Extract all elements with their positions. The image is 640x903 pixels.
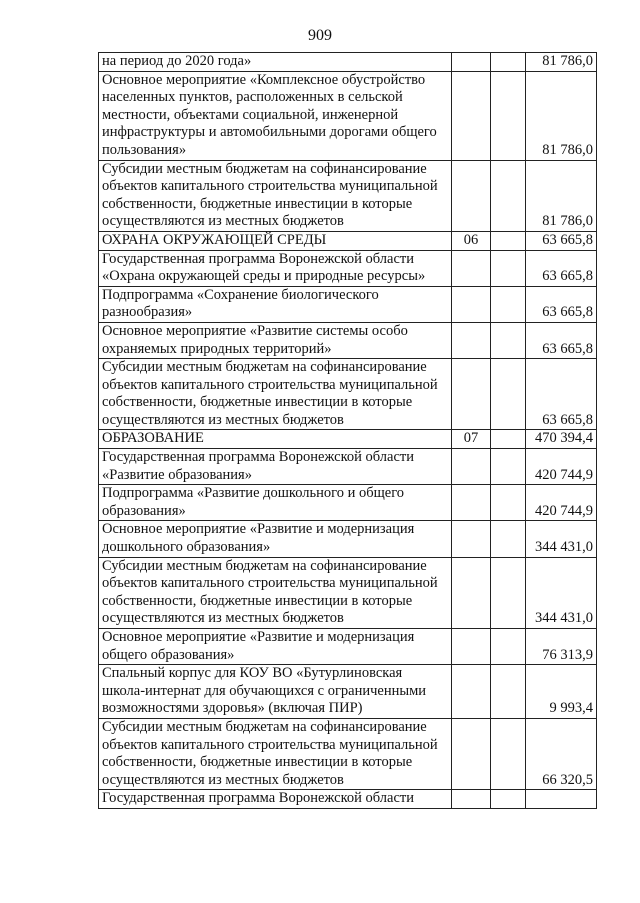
row-subcode-cell xyxy=(491,718,526,789)
row-amount-cell: 420 744,9 xyxy=(526,449,597,485)
table-row xyxy=(99,322,597,358)
row-name-cell: Государственная программа Воронежской области xyxy=(99,790,452,809)
budget-table xyxy=(98,52,597,809)
table-row xyxy=(99,286,597,322)
row-name-cell: Государственная программа Воронежской области «Развитие образования» xyxy=(99,449,452,485)
row-amount-cell: 66 320,5 xyxy=(526,718,597,789)
row-subcode-cell xyxy=(491,430,526,449)
table-row xyxy=(99,790,597,809)
section-row xyxy=(99,231,597,250)
row-code-cell xyxy=(452,485,491,521)
row-subcode-cell xyxy=(491,485,526,521)
row-name-cell: Государственная программа Воронежской области «Охрана окружающей среды и природные ресурсы» xyxy=(99,250,452,286)
row-name-cell: Субсидии местным бюджетам на софинансирование объектов капитального строительства муниципальной собственности, бюджетные инвестиции в которые осуществляются из местных бюджетов xyxy=(99,160,452,231)
row-name-cell: Основное мероприятие «Развитие и модернизация дошкольного образования» xyxy=(99,521,452,557)
row-amount-cell: 9 993,4 xyxy=(526,665,597,719)
row-subcode-cell xyxy=(491,71,526,160)
table-row xyxy=(99,485,597,521)
row-name-cell: Субсидии местным бюджетам на софинансирование объектов капитального строительства муниципальной собственности, бюджетные инвестиции в которые осуществляются из местных бюджетов xyxy=(99,718,452,789)
row-code-cell: 07 xyxy=(452,430,491,449)
row-code-cell xyxy=(452,557,491,628)
row-amount-cell: 63 665,8 xyxy=(526,231,597,250)
row-subcode-cell xyxy=(491,557,526,628)
row-code-cell xyxy=(452,790,491,809)
table-row xyxy=(99,557,597,628)
row-subcode-cell xyxy=(491,322,526,358)
row-name-cell: на период до 2020 года» xyxy=(99,53,452,72)
table-row xyxy=(99,665,597,719)
row-code-cell xyxy=(452,250,491,286)
page-number: 909 xyxy=(308,27,332,44)
row-name-cell: Основное мероприятие «Комплексное обустройство населенных пунктов, расположенных в сельской местности, объектами социальной, инженерной инфраструктуры и автомобильными дорогами общего пользования» xyxy=(99,71,452,160)
row-name-cell: Спальный корпус для КОУ ВО «Бутурлиновская школа-интернат для обучающихся с ограниченными возможностями здоровья» (включая ПИР) xyxy=(99,665,452,719)
row-code-cell xyxy=(452,449,491,485)
row-name-cell: Основное мероприятие «Развитие системы особо охраняемых природных территорий» xyxy=(99,322,452,358)
row-code-cell xyxy=(452,53,491,72)
row-amount-cell: 81 786,0 xyxy=(526,160,597,231)
row-subcode-cell xyxy=(491,665,526,719)
table-row xyxy=(99,718,597,789)
section-row xyxy=(99,430,597,449)
table-row xyxy=(99,521,597,557)
row-subcode-cell xyxy=(491,629,526,665)
row-code-cell xyxy=(452,359,491,430)
table-row xyxy=(99,71,597,160)
row-subcode-cell xyxy=(491,53,526,72)
row-amount-cell: 63 665,8 xyxy=(526,322,597,358)
table-row xyxy=(99,449,597,485)
row-code-cell xyxy=(452,322,491,358)
table-row xyxy=(99,53,597,72)
row-code-cell xyxy=(452,521,491,557)
row-code-cell xyxy=(452,160,491,231)
row-amount-cell: 344 431,0 xyxy=(526,521,597,557)
row-subcode-cell xyxy=(491,359,526,430)
row-amount-cell: 420 744,9 xyxy=(526,485,597,521)
row-code-cell xyxy=(452,286,491,322)
row-name-cell: Субсидии местным бюджетам на софинансирование объектов капитального строительства муниципальной собственности, бюджетные инвестиции в которые осуществляются из местных бюджетов xyxy=(99,359,452,430)
row-amount-cell: 76 313,9 xyxy=(526,629,597,665)
row-code-cell: 06 xyxy=(452,231,491,250)
row-amount-cell: 63 665,8 xyxy=(526,359,597,430)
row-amount-cell xyxy=(526,790,597,809)
budget-table-body xyxy=(99,53,597,809)
row-code-cell xyxy=(452,718,491,789)
row-subcode-cell xyxy=(491,449,526,485)
row-name-cell: Основное мероприятие «Развитие и модернизация общего образования» xyxy=(99,629,452,665)
table-row xyxy=(99,250,597,286)
row-subcode-cell xyxy=(491,160,526,231)
row-code-cell xyxy=(452,629,491,665)
row-amount-cell: 344 431,0 xyxy=(526,557,597,628)
row-amount-cell: 63 665,8 xyxy=(526,286,597,322)
row-name-cell: Субсидии местным бюджетам на софинансирование объектов капитального строительства муниципальной собственности, бюджетные инвестиции в которые осуществляются из местных бюджетов xyxy=(99,557,452,628)
row-name-cell: ОХРАНА ОКРУЖАЮЩЕЙ СРЕДЫ xyxy=(99,231,452,250)
row-subcode-cell xyxy=(491,521,526,557)
row-amount-cell: 470 394,4 xyxy=(526,430,597,449)
row-name-cell: ОБРАЗОВАНИЕ xyxy=(99,430,452,449)
row-amount-cell: 81 786,0 xyxy=(526,71,597,160)
row-name-cell: Подпрограмма «Сохранение биологического разнообразия» xyxy=(99,286,452,322)
row-subcode-cell xyxy=(491,250,526,286)
row-amount-cell: 63 665,8 xyxy=(526,250,597,286)
table-row xyxy=(99,160,597,231)
row-amount-cell: 81 786,0 xyxy=(526,53,597,72)
row-subcode-cell xyxy=(491,286,526,322)
table-row xyxy=(99,629,597,665)
row-subcode-cell xyxy=(491,790,526,809)
row-code-cell xyxy=(452,71,491,160)
row-subcode-cell xyxy=(491,231,526,250)
table-row xyxy=(99,359,597,430)
row-name-cell: Подпрограмма «Развитие дошкольного и общего образования» xyxy=(99,485,452,521)
row-code-cell xyxy=(452,665,491,719)
